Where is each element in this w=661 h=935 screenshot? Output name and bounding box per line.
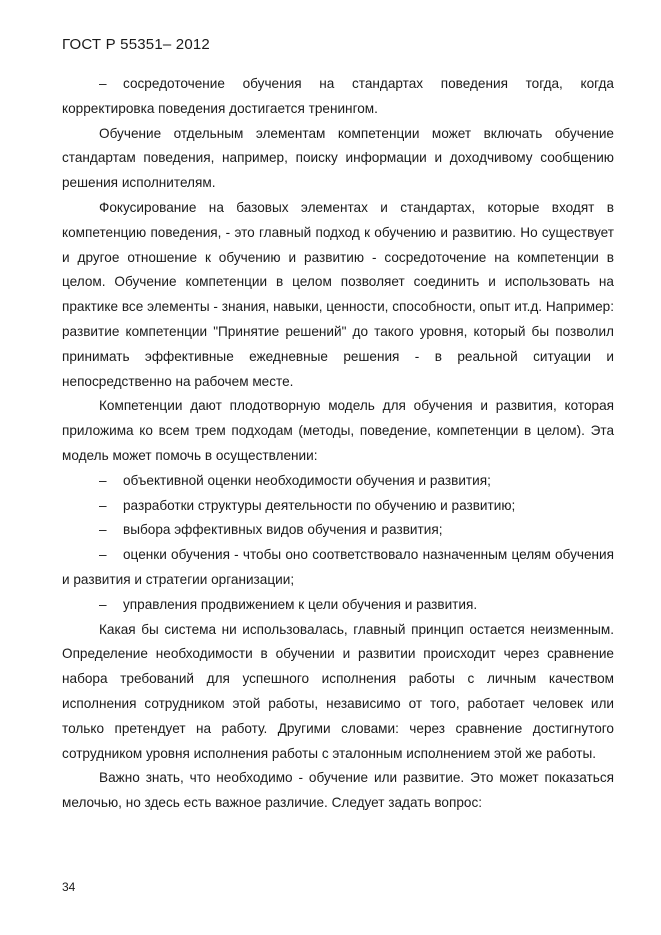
list-item [62, 494, 614, 519]
list-dash: – [99, 472, 107, 488]
list-item-text: управления продвижением к цели обучения и развития. [123, 596, 478, 612]
list-item [62, 593, 614, 618]
document-body [62, 72, 614, 816]
paragraph: Важно знать, что необходимо - обучение или развитие. Это может показаться мелочью, но здесь есть важное различие. Следует задать вопрос: [62, 770, 614, 811]
list-dash: – [99, 596, 107, 612]
paragraph: Обучение отдельным элементам компетенции может включать обучение стандартам поведения, например, поиску информации и доходчивому сообщению решения исполнителям. [62, 125, 614, 191]
list-item-text: оценки обучения - чтобы оно соответствовало назначенным целям обучения и развития и стратегии организации; [62, 547, 614, 587]
page-number: 34 [62, 880, 76, 894]
list-dash: – [99, 547, 107, 563]
list-dash: – [99, 76, 107, 91]
list-item [62, 543, 614, 593]
list-item [62, 518, 614, 543]
list-item-text: объективной оценки необходимости обучения и развития; [123, 472, 491, 488]
list-dash: – [99, 497, 107, 513]
document-header: ГОСТ Р 55351– 2012 [62, 36, 210, 53]
paragraph [62, 72, 614, 122]
list-item-text: выбора эффективных видов обучения и развития; [123, 522, 443, 538]
paragraph: Фокусирование на базовых элементах и стандартах, которые входят в компетенцию поведения, - это главный подход к обучению и развитию. Но существует и другое отношение к обучению и развитию - сосредоточение на компетенции в целом. Обучение компетенции в целом позволяет соединить и использовать на практике все элементы - знания, навыки, ценности, способности, опыт ит.д. Например: развитие компетенции "Принятие решений" до такого уровня, который бы позволил принимать эффективные ежедневные решения - в реальной ситуации и непосредственно на рабочем месте. [62, 199, 614, 389]
list-item-text: разработки структуры деятельности по обучению и развитию; [123, 497, 516, 513]
list-dash: – [99, 522, 107, 538]
paragraph: Какая бы система ни использовалась, главный принцип остается неизменным. Определение необходимости в обучении и развитии происходит через сравнение набора требований для успешного исполнения работы с личным качеством исполнения сотрудником этой работы, независимо от того, работает человек или только претендует на работу. Другими словами: через сравнение достигнутого сотрудником уровня исполнения работы с эталонным исполнением этой же работы. [62, 621, 614, 761]
paragraph: Компетенции дают плодотворную модель для обучения и развития, которая приложима ко всем трем подходам (методы, поведение, компетенции в целом). Эта модель может помочь в осуществлении: [62, 398, 614, 463]
list-item [62, 469, 614, 494]
paragraph-text: сосредоточение обучения на стандартах поведения тогда, когда корректировка поведения достигается тренингом. [62, 76, 614, 116]
